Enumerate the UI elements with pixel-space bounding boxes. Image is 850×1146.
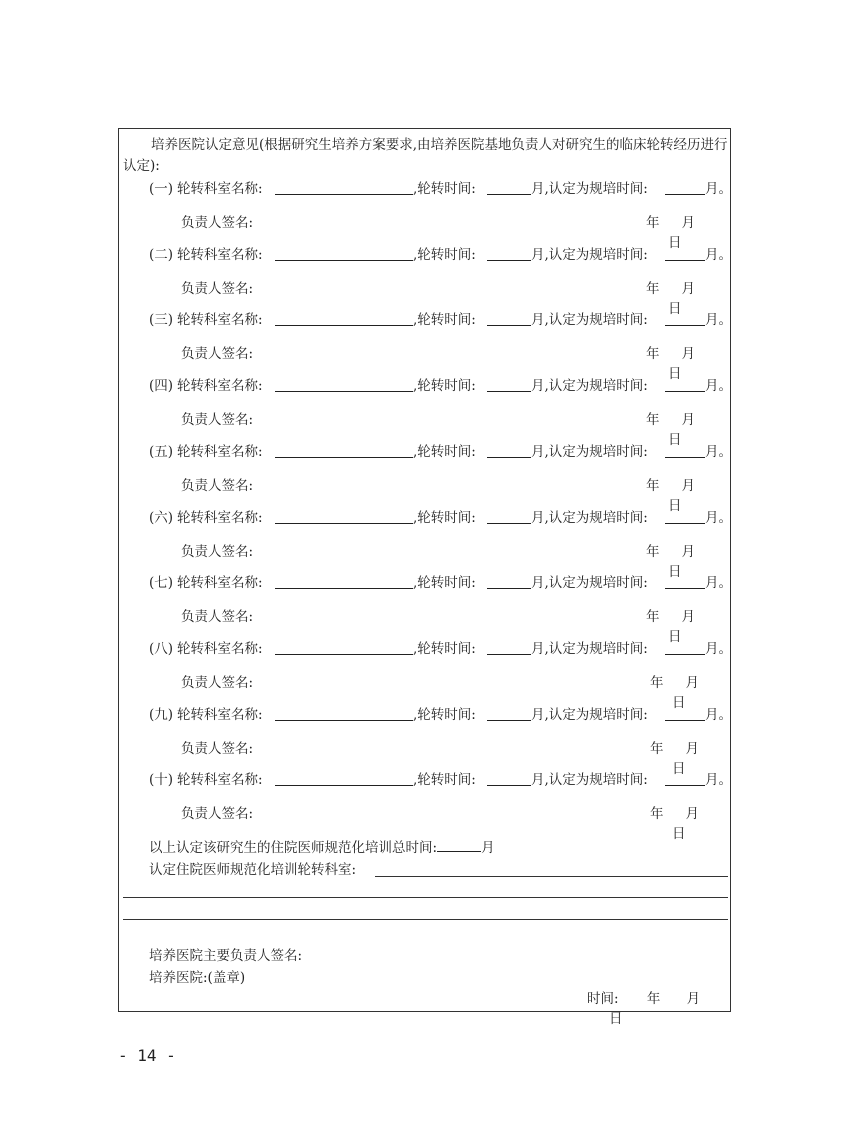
time-label: ,轮转时间: [413,575,476,591]
day-label: 日 [609,1011,623,1027]
dept-field[interactable] [275,770,413,786]
dept-label: 轮转科室名称: [177,312,263,328]
time-label: ,轮转时间: [413,181,476,197]
month-end-label: 月。 [705,378,732,394]
rotation-time-field[interactable] [487,508,531,524]
rotation-number: (九) [149,707,174,723]
time-label: ,轮转时间: [413,707,476,723]
rotation-number: (四) [149,378,174,394]
rotation-number: (二) [149,247,174,263]
certified-time-field[interactable] [665,442,705,458]
rotation-time-field[interactable] [487,639,531,655]
rotation-number: (十) [149,772,174,788]
year-label: 年 [646,609,660,625]
rotation-number: (三) [149,312,174,328]
day-label: 日 [668,498,682,514]
rotation-depts-label: 认定住院医师规范化培训轮转科室: [149,862,357,878]
rotation-number: (一) [149,181,174,197]
time-label: 时间: [587,991,619,1007]
time-label: ,轮转时间: [413,247,476,263]
certified-label: 月,认定为规培时间: [531,510,648,526]
hospital-seal-label: 培养医院:(盖章) [149,970,246,986]
form-frame [118,128,732,1027]
rotation-time-field[interactable] [487,310,531,326]
rotation-time-field[interactable] [487,245,531,261]
total-time-prefix: 以上认定该研究生的住院医师规范化培训总时间: [149,840,438,856]
certified-time-field[interactable] [665,639,705,655]
dept-field[interactable] [275,705,413,721]
rotation-depts-field-2[interactable] [123,897,728,898]
day-label: 日 [668,629,682,645]
time-label: ,轮转时间: [413,378,476,394]
intro-text: 培养医院认定意见(根据研究生培养方案要求,由培养医院基地负责人对研究生的临床轮转经历进行认定): [123,137,728,174]
dept-field[interactable] [275,508,413,524]
year-label: 年 [646,346,660,362]
rotation-time-field[interactable] [487,376,531,392]
main-signer-label: 培养医院主要负责人签名: [149,948,303,964]
rotation-time-field[interactable] [487,770,531,786]
signer-label: 负责人签名: [181,609,254,625]
signer-label: 负责人签名: [181,412,254,428]
signer-label: 负责人签名: [181,478,254,494]
month-label: 月 [681,346,695,362]
certified-time-field[interactable] [665,310,705,326]
day-label: 日 [668,432,682,448]
rotation-row [149,508,732,528]
time-label: ,轮转时间: [413,444,476,460]
dept-label: 轮转科室名称: [177,444,263,460]
rotation-row [149,179,732,199]
certified-time-field[interactable] [665,245,705,261]
dept-label: 轮转科室名称: [177,181,263,197]
dept-field[interactable] [275,245,413,261]
month-end-label: 月。 [705,772,732,788]
month-label: 月 [681,544,695,560]
rotation-number: (七) [149,575,174,591]
rotation-depts-field-1[interactable] [375,876,728,877]
rotation-row [149,770,732,790]
month-end-label: 月。 [705,510,732,526]
time-label: ,轮转时间: [413,312,476,328]
rotation-row [149,310,732,330]
certified-time-field[interactable] [665,179,705,195]
dept-field[interactable] [275,376,413,392]
time-label: ,轮转时间: [413,772,476,788]
dept-label: 轮转科室名称: [177,641,263,657]
month-end-label: 月。 [705,444,732,460]
rotation-row [149,639,732,659]
year-label: 年 [650,675,664,691]
dept-label: 轮转科室名称: [177,378,263,394]
rotation-row [149,573,732,593]
year-label: 年 [646,215,660,231]
rotation-row [149,442,732,462]
month-label: 月 [681,215,695,231]
day-label: 日 [672,761,686,777]
day-label: 日 [668,301,682,317]
rotation-row [149,705,732,725]
rotation-time-field[interactable] [487,179,531,195]
rotation-depts-field-3[interactable] [123,919,728,920]
year-label: 年 [646,544,660,560]
day-label: 日 [668,564,682,580]
rotation-number: (五) [149,444,174,460]
rotation-number: (八) [149,641,174,657]
certified-label: 月,认定为规培时间: [531,312,648,328]
month-end-label: 月。 [705,707,732,723]
year-label: 年 [646,991,661,1007]
year-label: 年 [646,478,660,494]
month-label: 月 [685,806,699,822]
dept-field[interactable] [275,310,413,326]
certified-label: 月,认定为规培时间: [531,181,648,197]
month-label: 月 [685,741,699,757]
year-label: 年 [646,281,660,297]
signer-label: 负责人签名: [181,675,254,691]
certified-label: 月,认定为规培时间: [531,247,648,263]
certified-label: 月,认定为规培时间: [531,444,648,460]
dept-label: 轮转科室名称: [177,707,263,723]
month-label: 月 [681,412,695,428]
page-number: - 14 - [118,1046,176,1065]
certified-time-field[interactable] [665,770,705,786]
footer-date [587,989,730,1029]
month-end-label: 月。 [705,247,732,263]
month-label: 月 [681,478,695,494]
certified-label: 月,认定为规培时间: [531,641,648,657]
rotation-time-field[interactable] [487,573,531,589]
month-end-label: 月。 [705,641,732,657]
signer-label: 负责人签名: [181,806,254,822]
certified-label: 月,认定为规培时间: [531,378,648,394]
month-label: 月 [681,609,695,625]
day-label: 日 [672,695,686,711]
day-label: 日 [668,235,682,251]
dept-label: 轮转科室名称: [177,772,263,788]
signer-label: 负责人签名: [181,215,254,231]
time-label: ,轮转时间: [413,641,476,657]
certified-label: 月,认定为规培时间: [531,707,648,723]
year-label: 年 [650,806,664,822]
signer-label: 负责人签名: [181,281,254,297]
dept-field[interactable] [275,179,413,195]
signer-label: 负责人签名: [181,346,254,362]
certified-time-field[interactable] [665,705,705,721]
month-label: 月 [681,281,695,297]
rotation-row [149,245,732,265]
total-time-line [149,837,495,857]
signer-label: 负责人签名: [181,544,254,560]
dept-field[interactable] [275,442,413,458]
certified-label: 月,认定为规培时间: [531,575,648,591]
year-label: 年 [650,741,664,757]
dept-label: 轮转科室名称: [177,575,263,591]
rotation-time-field[interactable] [487,705,531,721]
certified-time-field[interactable] [665,573,705,589]
dept-label: 轮转科室名称: [177,247,263,263]
total-time-suffix: 月 [481,840,495,856]
certified-time-field[interactable] [665,376,705,392]
rotation-time-field[interactable] [487,442,531,458]
year-label: 年 [646,412,660,428]
certified-label: 月,认定为规培时间: [531,772,648,788]
day-label: 日 [668,366,682,382]
time-label: ,轮转时间: [413,510,476,526]
total-time-field[interactable] [437,837,481,852]
month-end-label: 月。 [705,312,732,328]
dept-label: 轮转科室名称: [177,510,263,526]
signer-label: 负责人签名: [181,741,254,757]
day-label: 日 [672,826,686,842]
month-end-label: 月。 [705,575,732,591]
month-end-label: 月。 [705,181,732,197]
month-label: 月 [685,675,699,691]
signer-date [650,804,730,844]
rotation-number: (六) [149,510,174,526]
rotation-row [149,376,732,396]
certified-time-field[interactable] [665,508,705,524]
dept-field[interactable] [275,573,413,589]
month-label: 月 [686,991,701,1007]
dept-field[interactable] [275,639,413,655]
